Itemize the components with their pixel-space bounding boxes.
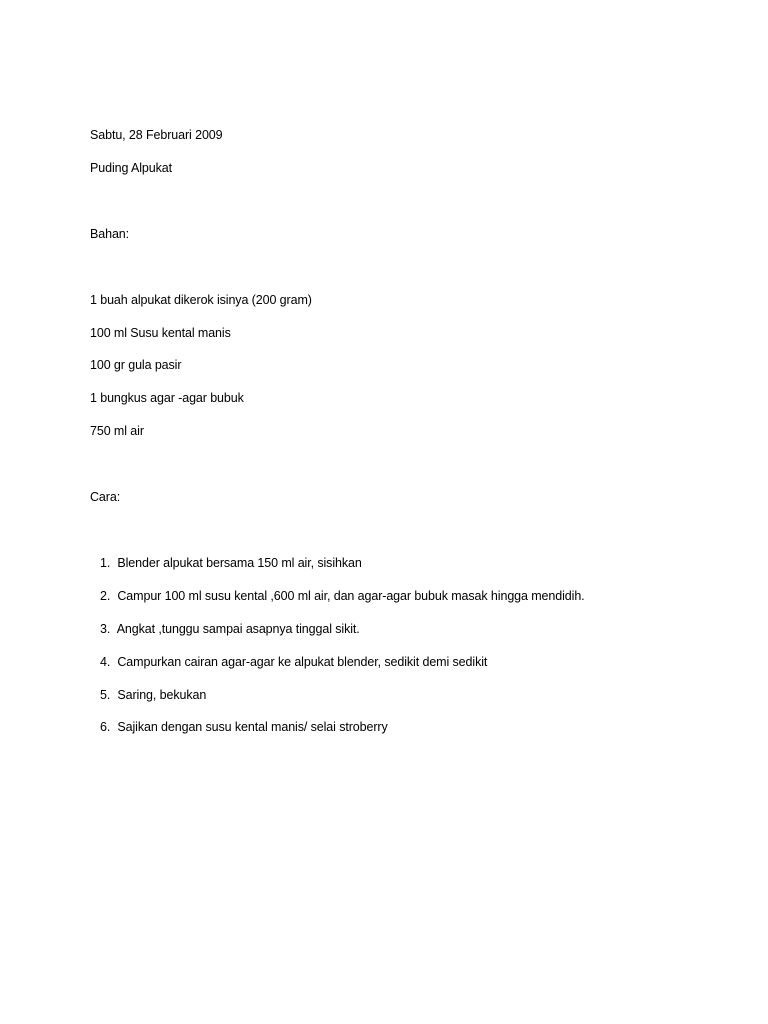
step-text: Saring, bekukan [117,688,207,702]
ingredient-item: 100 gr gula pasir [90,358,182,372]
method-step [100,555,362,571]
step-number: 3. [100,622,111,636]
step-text: Campurkan cairan agar-agar ke alpukat blender, sedikit demi sedikit [117,655,488,669]
step-text: Campur 100 ml susu kental ,600 ml air, dan agar-agar bubuk masak hingga mendidih. [117,589,585,603]
method-step [100,588,585,604]
ingredient-item: 1 buah alpukat dikerok isinya (200 gram) [90,293,312,307]
step-text: Blender alpukat bersama 150 ml air, sisihkan [117,556,362,570]
document-date: Sabtu, 28 Februari 2009 [90,128,223,142]
step-text: Angkat ,tunggu sampai asapnya tinggal sikit. [116,622,360,636]
step-number: 5. [100,688,111,702]
recipe-title: Puding Alpukat [90,161,172,175]
ingredient-item: 100 ml Susu kental manis [90,326,231,340]
step-number: 2. [100,589,111,603]
method-step [100,621,360,637]
method-heading: Cara: [90,490,121,504]
step-number: 1. [100,556,111,570]
ingredients-heading: Bahan: [90,227,130,241]
step-number: 6. [100,720,111,734]
step-number: 4. [100,655,111,669]
method-step [100,719,388,735]
ingredient-item: 1 bungkus agar -agar bubuk [90,391,244,405]
ingredient-item: 750 ml air [90,424,144,438]
step-text: Sajikan dengan susu kental manis/ selai stroberry [117,720,388,734]
method-step [100,687,206,703]
method-step [100,654,487,670]
